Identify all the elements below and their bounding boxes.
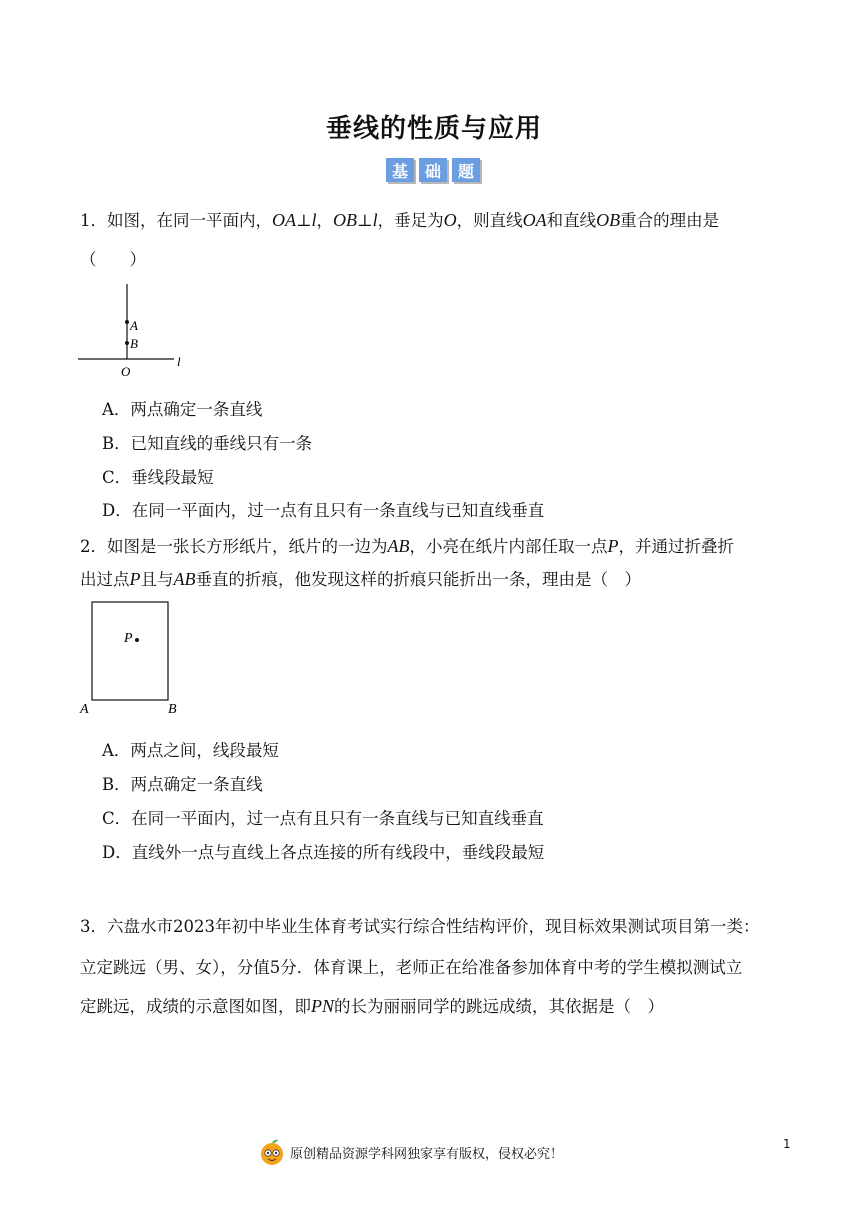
q2-option-b: B．两点确定一条直线 bbox=[102, 775, 263, 794]
q2-stem-line1: 2．如图是一张长方形纸片，纸片的一边为AB，小亮在纸片内部任取一点P，并通过折叠折 bbox=[80, 536, 734, 556]
page-title: 垂线的性质与应用 bbox=[325, 114, 542, 144]
q1-point-b bbox=[125, 341, 129, 345]
q2-label-b: B bbox=[168, 702, 177, 717]
q1-stem-line1: 1．如图，在同一平面内，OA⊥l，OB⊥l，垂足为O，则直线OA和直线OB重合的理由是 bbox=[80, 210, 720, 230]
difficulty-badges bbox=[386, 158, 480, 182]
q2-point-p bbox=[135, 638, 139, 642]
q2-option-a: A．两点之间，线段最短 bbox=[102, 741, 279, 760]
q2-number: 2． bbox=[80, 537, 107, 556]
q1-number: 1． bbox=[80, 211, 107, 230]
q3-number: 3． bbox=[80, 917, 107, 936]
q1-label-b: B bbox=[130, 336, 138, 351]
q2-figure bbox=[78, 600, 188, 720]
q2-option-c: C．在同一平面内，过一点有且只有一条直线与已知直线垂直 bbox=[102, 809, 544, 828]
badge-ji: 基 bbox=[386, 158, 414, 182]
badge-chu: 础 bbox=[419, 158, 447, 182]
q2-label-p: P bbox=[124, 631, 133, 646]
q1-label-l: l bbox=[177, 354, 181, 369]
q1-option-b: B．已知直线的垂线只有一条 bbox=[102, 434, 313, 453]
q2-label-a: A bbox=[80, 702, 89, 717]
q1-point-a bbox=[125, 320, 129, 324]
q1-label-o: O bbox=[121, 364, 131, 379]
badge-ti: 题 bbox=[452, 158, 480, 182]
q3-stem-line2: 立定跳远（男、女），分值5分．体育课上，老师正在给准备参加体育中考的学生模拟测试立 bbox=[80, 958, 743, 977]
orange-mascot-icon bbox=[258, 1138, 286, 1166]
q1-figure bbox=[78, 284, 188, 380]
q1-answer-paren: （ ） bbox=[80, 250, 146, 269]
q2-option-d: D．直线外一点与直线上各点连接的所有线段中，垂线段最短 bbox=[102, 843, 545, 862]
copyright-notice: 原创精品资源学科网独家享有版权，侵权必究！ bbox=[290, 1146, 564, 1162]
page-number: 1 bbox=[783, 1137, 791, 1151]
q3-stem-line1: 3．六盘水市2023年初中毕业生体育考试实行综合性结构评价，现目标效果测试项目第一类： bbox=[80, 917, 760, 936]
q1-label-a: A bbox=[130, 318, 138, 333]
q1-option-c: C．垂线段最短 bbox=[102, 468, 214, 487]
q2-stem-line2: 出过点P且与AB垂直的折痕，他发现这样的折痕只能折出一条，理由是（ ） bbox=[80, 569, 641, 589]
q1-option-a: A．两点确定一条直线 bbox=[102, 400, 263, 419]
q1-option-d: D．在同一平面内，过一点有且只有一条直线与已知直线垂直 bbox=[102, 501, 545, 520]
footer bbox=[258, 1138, 563, 1166]
q2-paper-rect bbox=[92, 602, 168, 700]
q3-stem-line3: 定跳远，成绩的示意图如图，即PN的长为丽丽同学的跳远成绩，其依据是（ ） bbox=[80, 996, 665, 1016]
